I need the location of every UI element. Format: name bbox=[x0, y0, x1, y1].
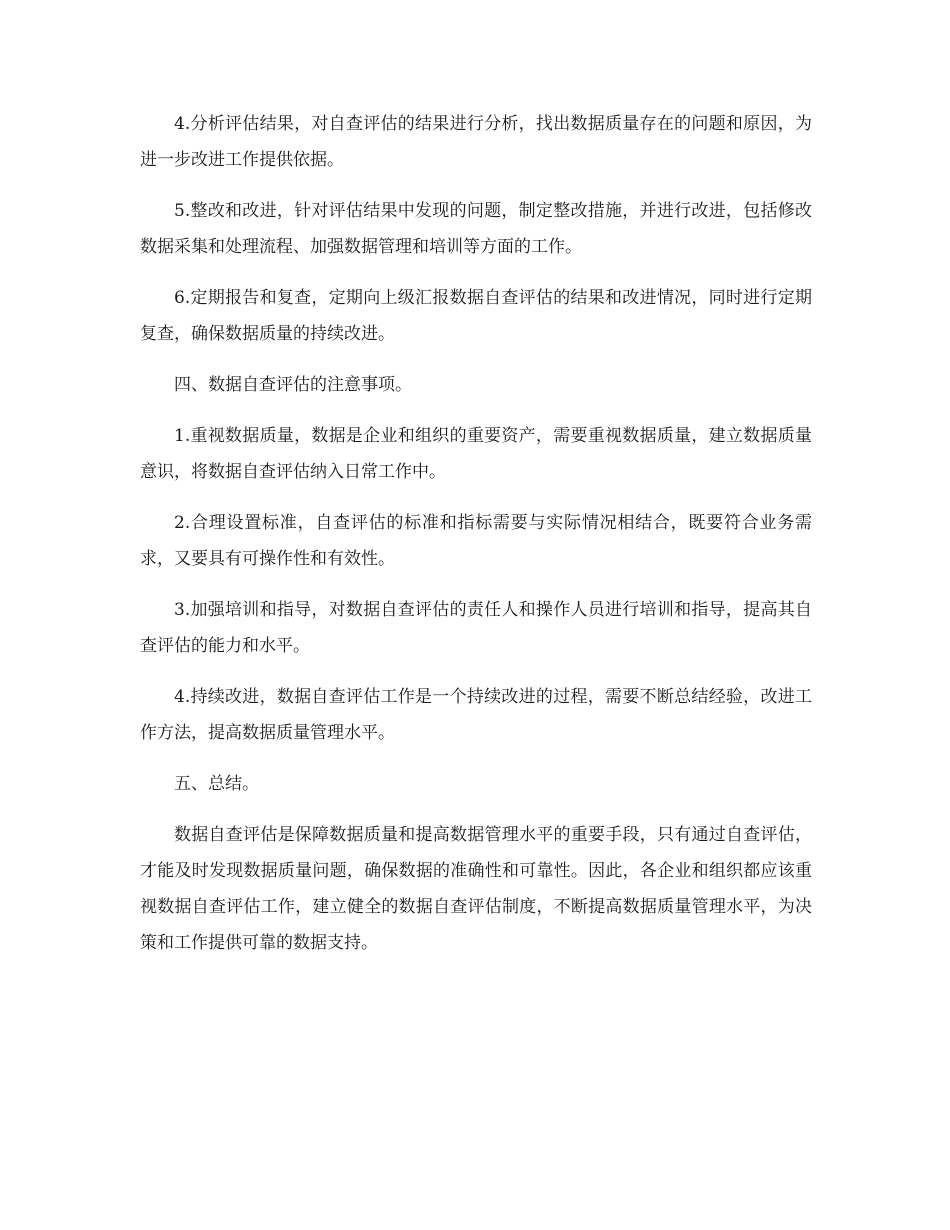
paragraph-step-5-rectification: 5.整改和改进，针对评估结果中发现的问题，制定整改措施，并进行改进，包括修改数据采集和处理流程、加强数据管理和培训等方面的工作。 bbox=[140, 201, 812, 257]
section-heading-precautions: 四、数据自查评估的注意事项。 bbox=[174, 375, 412, 395]
paragraph-step-6-report-review: 6.定期报告和复查，定期向上级汇报数据自查评估的结果和改进情况，同时进行定期复查，确保数据质量的持续改进。 bbox=[140, 288, 812, 344]
paragraph-summary: 数据自查评估是保障数据质量和提高数据管理水平的重要手段，只有通过自查评估，才能及时发现数据质量问题，确保数据的准确性和可靠性。因此，各企业和组织都应该重视数据自查评估工作，建立健全的数据自查评估制度，不断提高数据质量管理水平，为决策和工作提供可靠的数据支持。 bbox=[140, 825, 812, 953]
paragraph-note-2-standards: 2.合理设置标准，自查评估的标准和指标需要与实际情况相结合，既要符合业务需求，又要具有可操作性和有效性。 bbox=[140, 513, 812, 569]
paragraph-note-4-improvement: 4.持续改进，数据自查评估工作是一个持续改进的过程，需要不断总结经验，改进工作方法，提高数据质量管理水平。 bbox=[140, 687, 812, 743]
paragraph-step-4-analysis: 4.分析评估结果，对自查评估的结果进行分析，找出数据质量存在的问题和原因，为进一步改进工作提供依据。 bbox=[140, 114, 812, 170]
document-body bbox=[140, 106, 812, 976]
section-heading-summary: 五、总结。 bbox=[174, 774, 259, 794]
paragraph-note-1-quality: 1.重视数据质量，数据是企业和组织的重要资产，需要重视数据质量，建立数据质量意识，将数据自查评估纳入日常工作中。 bbox=[140, 426, 812, 482]
paragraph-note-3-training: 3.加强培训和指导，对数据自查评估的责任人和操作人员进行培训和指导，提高其自查评估的能力和水平。 bbox=[140, 600, 812, 656]
